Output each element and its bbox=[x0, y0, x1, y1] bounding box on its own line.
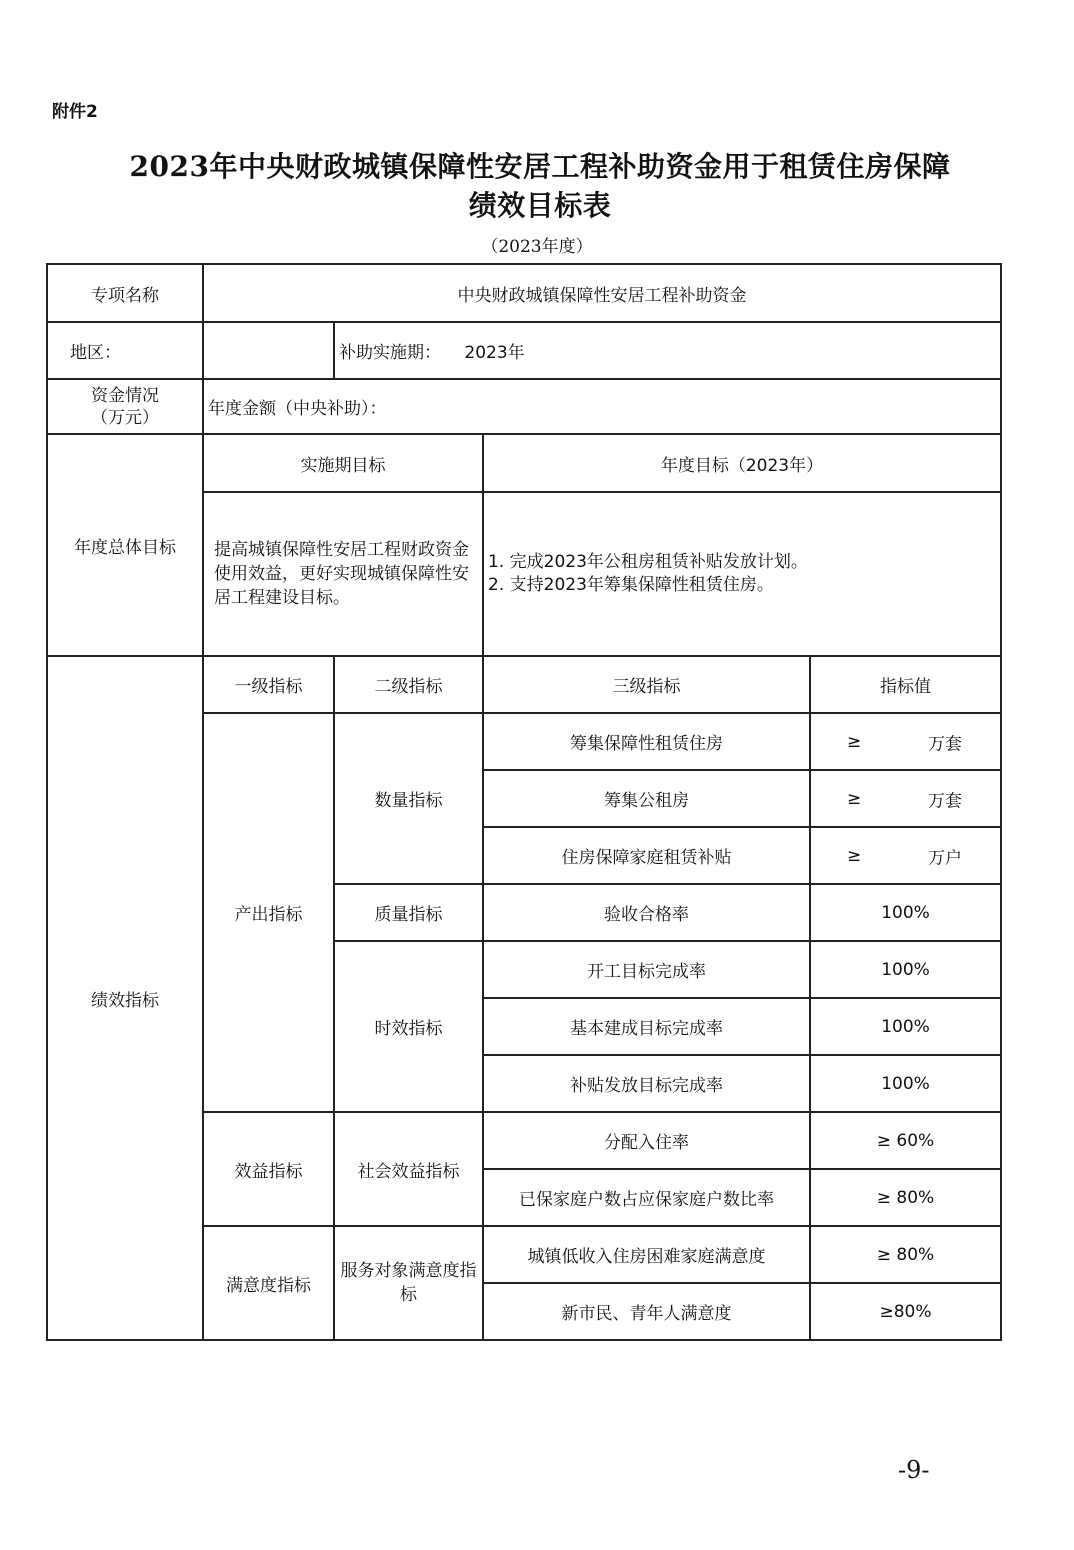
project-name-label: 专项名称 bbox=[47, 264, 203, 322]
annual-target-header: 年度目标（2023年） bbox=[483, 434, 1001, 492]
indicator-name: 住房保障家庭租赁补贴 bbox=[483, 827, 810, 884]
indicator-name: 基本建成目标完成率 bbox=[483, 998, 810, 1055]
indicator-value: 100% bbox=[810, 998, 1001, 1055]
page-number: -9- bbox=[898, 1456, 930, 1484]
funds-label-line2: （万元） bbox=[91, 407, 159, 428]
impl-target-header: 实施期目标 bbox=[203, 434, 483, 492]
indicator-name: 验收合格率 bbox=[483, 884, 810, 941]
social-benefit-indicator-label: 社会效益指标 bbox=[334, 1112, 483, 1226]
indicator-name: 城镇低收入住房困难家庭满意度 bbox=[483, 1226, 810, 1283]
perf-indicator-label: 绩效指标 bbox=[47, 656, 203, 1340]
col-level3-header: 三级指标 bbox=[483, 656, 810, 713]
col-level2-header: 二级指标 bbox=[334, 656, 483, 713]
unit-label: 万户 bbox=[928, 848, 962, 868]
indicator-name: 开工目标完成率 bbox=[483, 941, 810, 998]
indicator-name: 新市民、青年人满意度 bbox=[483, 1283, 810, 1340]
indicator-value: 100% bbox=[810, 884, 1001, 941]
indicator-name: 筹集公租房 bbox=[483, 770, 810, 827]
indicator-name: 已保家庭户数占应保家庭户数比率 bbox=[483, 1169, 810, 1226]
satisfaction-indicator-label: 满意度指标 bbox=[203, 1226, 334, 1340]
period-cell bbox=[334, 322, 1001, 379]
output-indicator-label: 产出指标 bbox=[203, 713, 334, 1112]
indicator-value bbox=[810, 827, 1001, 884]
year-label: （2023年度） bbox=[481, 237, 593, 257]
performance-target-table bbox=[46, 263, 1002, 1341]
funds-value: 年度金额（中央补助）： bbox=[203, 379, 1001, 434]
indicator-value: ≥ 60% bbox=[810, 1112, 1001, 1169]
timeliness-indicator-label: 时效指标 bbox=[334, 941, 483, 1112]
ge-symbol: ≥ bbox=[847, 845, 862, 866]
indicator-name: 筹集保障性租赁住房 bbox=[483, 713, 810, 770]
indicator-value: ≥ 80% bbox=[810, 1226, 1001, 1283]
annual-target-text bbox=[483, 492, 1001, 656]
project-name-value: 中央财政城镇保障性安居工程补助资金 bbox=[203, 264, 1001, 322]
service-satisfaction-indicator-label: 服务对象满意度指标 bbox=[334, 1226, 483, 1340]
indicator-name: 补贴发放目标完成率 bbox=[483, 1055, 810, 1112]
indicator-value bbox=[810, 770, 1001, 827]
period-label: 补助实施期： bbox=[339, 343, 441, 363]
document-title: 2023年中央财政城镇保障性安居工程补助资金用于租赁住房保障 bbox=[129, 150, 951, 183]
indicator-name: 分配入住率 bbox=[483, 1112, 810, 1169]
indicator-value: ≥ 80% bbox=[810, 1169, 1001, 1226]
indicator-value: ≥80% bbox=[810, 1283, 1001, 1340]
ge-symbol: ≥ bbox=[847, 788, 862, 809]
funds-label bbox=[47, 379, 203, 434]
quantity-indicator-label: 数量指标 bbox=[334, 713, 483, 884]
indicator-value bbox=[810, 713, 1001, 770]
col-level1-header: 一级指标 bbox=[203, 656, 334, 713]
unit-label: 万套 bbox=[928, 734, 962, 754]
funds-label-line1: 资金情况 bbox=[91, 385, 159, 406]
annual-target-line2: 2. 支持2023年筹集保障性租赁住房。 bbox=[488, 575, 774, 595]
indicator-value: 100% bbox=[810, 941, 1001, 998]
document-title-line2: 绩效目标表 bbox=[468, 189, 612, 222]
unit-label: 万套 bbox=[928, 791, 962, 811]
indicator-value: 100% bbox=[810, 1055, 1001, 1112]
quality-indicator-label: 质量指标 bbox=[334, 884, 483, 941]
region-label: 地区： bbox=[47, 322, 203, 379]
ge-symbol: ≥ bbox=[847, 731, 862, 752]
impl-target-text: 提高城镇保障性安居工程财政资金使用效益，更好实现城镇保障性安居工程建设目标。 bbox=[203, 492, 483, 656]
benefit-indicator-label: 效益指标 bbox=[203, 1112, 334, 1226]
annual-target-line1: 1. 完成2023年公租房租赁补贴发放计划。 bbox=[488, 552, 808, 572]
attachment-label: 附件2 bbox=[52, 102, 98, 122]
overall-target-label: 年度总体目标 bbox=[47, 434, 203, 656]
period-value: 2023年 bbox=[464, 343, 525, 363]
col-value-header: 指标值 bbox=[810, 656, 1001, 713]
